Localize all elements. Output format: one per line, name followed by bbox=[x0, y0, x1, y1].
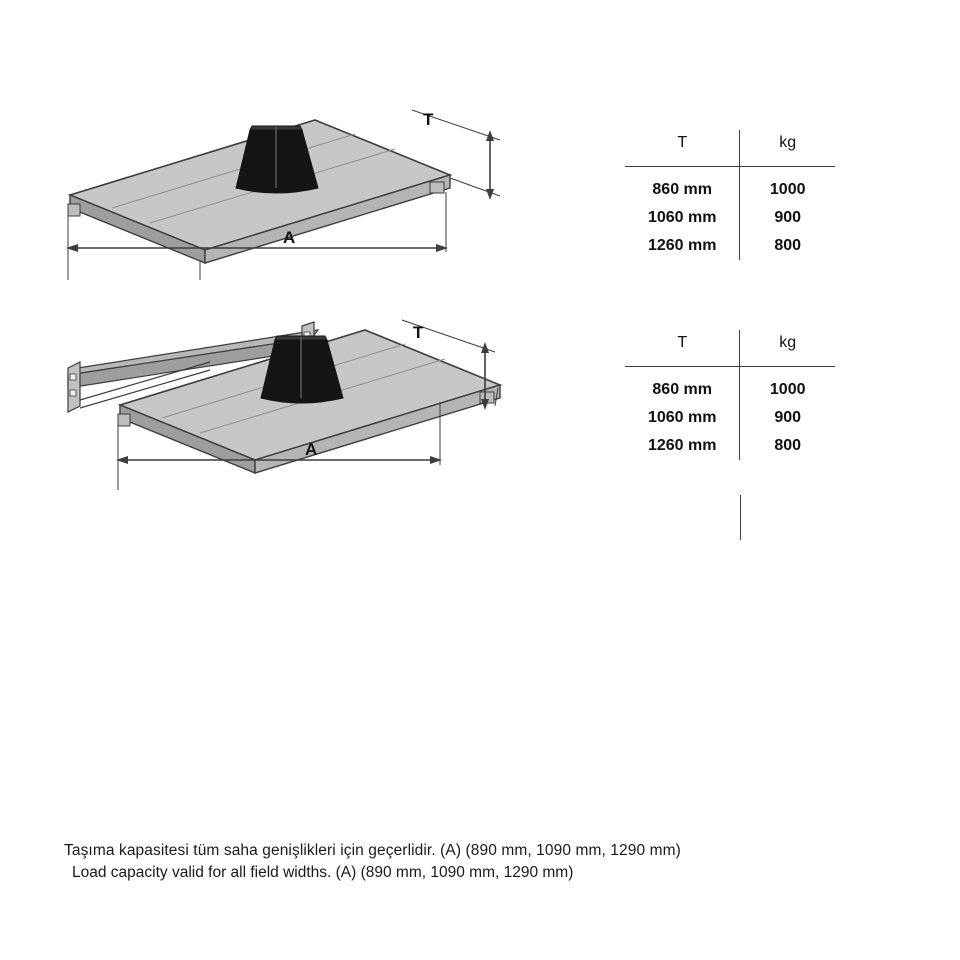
cell-weight: 900 bbox=[774, 209, 802, 226]
cell-weight: 900 bbox=[774, 409, 802, 426]
cell-depth: 860 mm bbox=[625, 167, 740, 205]
capacity-table-1 bbox=[625, 130, 835, 260]
header-depth: T bbox=[625, 130, 740, 167]
table-row bbox=[625, 432, 835, 460]
cell-weight: 1000 bbox=[769, 181, 806, 198]
figure-shelf-with-rails bbox=[50, 310, 550, 520]
cell-depth: 860 mm bbox=[625, 367, 740, 405]
table-header-row bbox=[625, 130, 835, 167]
figure-shelf-plain bbox=[50, 100, 550, 310]
cell-depth: 1260 mm bbox=[625, 232, 740, 260]
caption-block bbox=[64, 840, 894, 885]
depth-ext-line-bottom bbox=[450, 178, 500, 196]
cell-depth: 1260 mm bbox=[625, 432, 740, 460]
cell-weight: 1000 bbox=[769, 381, 806, 398]
depth-label: T bbox=[413, 323, 424, 342]
caption-english: Load capacity valid for all field widths. (A) (890 mm, 1090 mm, 1290 mm) bbox=[72, 864, 574, 882]
header-weight: kg bbox=[779, 134, 797, 151]
cell-depth: 1060 mm bbox=[625, 404, 740, 432]
table-divider-extension bbox=[740, 495, 741, 540]
width-label: A bbox=[305, 440, 318, 459]
left-bracket bbox=[68, 362, 80, 412]
caption-turkish: Taşıma kapasitesi tüm saha genişlikleri için geçerlidir. (A) (890 mm, 1090 mm, 1290 mm) bbox=[64, 842, 681, 859]
depth-label: T bbox=[423, 110, 434, 129]
table-row bbox=[625, 204, 835, 232]
table-row bbox=[625, 367, 835, 405]
width-label: A bbox=[283, 228, 296, 247]
cell-weight: 800 bbox=[774, 437, 802, 454]
table-row bbox=[625, 404, 835, 432]
table-row bbox=[625, 232, 835, 260]
header-weight: kg bbox=[779, 334, 797, 351]
capacity-table-2 bbox=[625, 330, 835, 460]
table-row bbox=[625, 167, 835, 205]
header-depth: T bbox=[625, 330, 740, 367]
cell-depth: 1060 mm bbox=[625, 204, 740, 232]
cell-weight: 800 bbox=[774, 237, 802, 254]
table-header-row bbox=[625, 330, 835, 367]
